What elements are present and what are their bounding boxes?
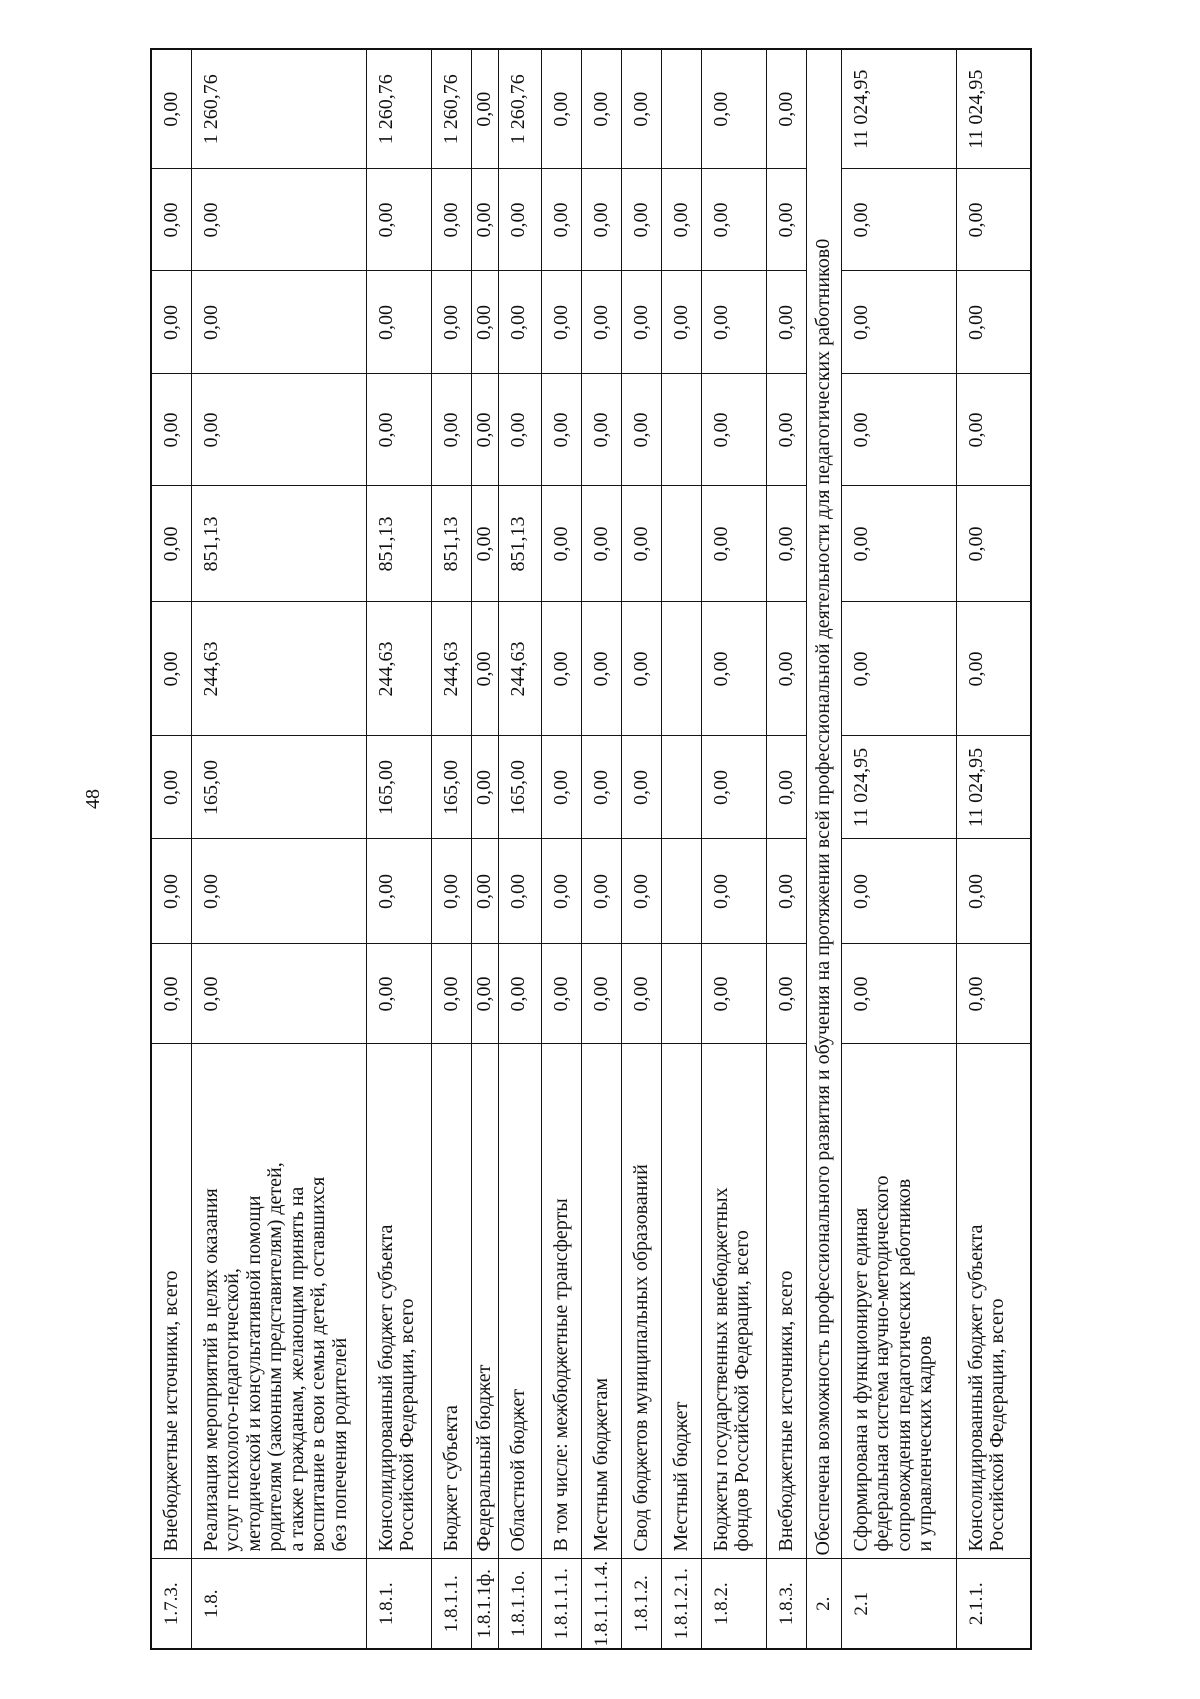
value-cell <box>661 736 701 839</box>
value-cell: 0,00 <box>621 486 661 602</box>
value-cell: 0,00 <box>151 944 191 1044</box>
value-cell: 0,00 <box>541 169 581 271</box>
value-cell: 0,00 <box>621 271 661 374</box>
table-row <box>956 49 1031 1649</box>
row-name-cell: Местным бюджетам <box>581 1044 621 1559</box>
value-cell: 244,63 <box>366 602 431 736</box>
value-cell: 0,00 <box>701 374 766 486</box>
value-cell: 0,00 <box>366 169 431 271</box>
total-value-cell: 11 024,95 <box>956 49 1031 169</box>
row-name-cell: Бюджеты государственных внебюджетных фондов Российской Федерации, всего <box>701 1044 766 1559</box>
value-cell: 851,13 <box>366 486 431 602</box>
value-cell: 0,00 <box>151 486 191 602</box>
row-name-cell: Свод бюджетов муниципальных образований <box>621 1044 661 1559</box>
row-number-cell: 1.8.1.1.1. <box>541 1559 581 1649</box>
value-cell: 0,00 <box>151 169 191 271</box>
value-cell: 0,00 <box>956 602 1031 736</box>
value-cell: 0,00 <box>431 271 471 374</box>
value-cell: 0,00 <box>431 839 471 944</box>
total-value-cell: 1 260,76 <box>366 49 431 169</box>
value-cell: 0,00 <box>581 271 621 374</box>
total-value-cell: 1 260,76 <box>191 49 366 169</box>
value-cell: 0,00 <box>471 839 498 944</box>
table-row <box>498 49 541 1649</box>
value-cell: 0,00 <box>581 736 621 839</box>
value-cell: 0,00 <box>766 169 806 271</box>
value-cell: 0,00 <box>581 169 621 271</box>
value-cell: 0,00 <box>701 169 766 271</box>
total-value-cell: 1 260,76 <box>431 49 471 169</box>
value-cell: 0,00 <box>431 169 471 271</box>
value-cell: 0,00 <box>541 374 581 486</box>
row-number-cell: 1.8.1.1о. <box>498 1559 541 1649</box>
budget-table <box>150 48 1032 1650</box>
value-cell: 0,00 <box>191 944 366 1044</box>
value-cell: 0,00 <box>701 839 766 944</box>
value-cell: 0,00 <box>621 374 661 486</box>
value-cell <box>661 602 701 736</box>
row-number-cell: 1.8.1.1.1.4. <box>581 1559 621 1649</box>
value-cell: 11 024,95 <box>956 736 1031 839</box>
value-cell: 0,00 <box>841 944 956 1044</box>
value-cell: 165,00 <box>366 736 431 839</box>
value-cell: 0,00 <box>841 486 956 602</box>
value-cell: 244,63 <box>498 602 541 736</box>
table-row <box>191 49 366 1649</box>
row-name-cell: Реализация мероприятий в целях оказания услуг психолого-педагогической, методической и консультативной помощи родителям (законным представителям) детей, а также гражданам, желающим принять на воспитание в свои семьи детей, оставшихся без попечения родителей <box>191 1044 366 1559</box>
value-cell: 0,00 <box>471 271 498 374</box>
value-cell: 0,00 <box>766 736 806 839</box>
row-number-cell: 1.8.1.1. <box>431 1559 471 1649</box>
value-cell: 0,00 <box>956 944 1031 1044</box>
row-number-cell: 1.8.1.2.1. <box>661 1559 701 1649</box>
table-row <box>471 49 498 1649</box>
section-row <box>806 49 841 1649</box>
value-cell <box>661 486 701 602</box>
value-cell: 0,00 <box>621 736 661 839</box>
value-cell: 0,00 <box>498 839 541 944</box>
value-cell: 0,00 <box>366 839 431 944</box>
total-value-cell: 0,00 <box>621 49 661 169</box>
row-name-cell: Внебюджетные источники, всего <box>766 1044 806 1559</box>
value-cell: 0,00 <box>581 486 621 602</box>
row-number-cell: 1.8.2. <box>701 1559 766 1649</box>
value-cell: 0,00 <box>766 839 806 944</box>
value-cell: 851,13 <box>498 486 541 602</box>
value-cell: 244,63 <box>431 602 471 736</box>
value-cell: 0,00 <box>956 169 1031 271</box>
total-value-cell: 0,00 <box>581 49 621 169</box>
table-row <box>766 49 806 1649</box>
row-name-cell: Сформирована и функционирует единая федеральная система научно-методического сопровождения педагогических работников и управленческих кадров <box>841 1044 956 1559</box>
value-cell: 0,00 <box>191 271 366 374</box>
row-number-cell: 1.8.3. <box>766 1559 806 1649</box>
total-value-cell: 0,00 <box>766 49 806 169</box>
total-value-cell: 0,00 <box>471 49 498 169</box>
table-row <box>151 49 191 1649</box>
value-cell: 0,00 <box>471 374 498 486</box>
value-cell: 0,00 <box>701 736 766 839</box>
value-cell <box>661 839 701 944</box>
value-cell: 0,00 <box>366 374 431 486</box>
row-name-cell: Консолидированный бюджет субъекта Российской Федерации, всего <box>956 1044 1031 1559</box>
value-cell: 851,13 <box>431 486 471 602</box>
value-cell: 165,00 <box>191 736 366 839</box>
value-cell: 0,00 <box>841 374 956 486</box>
value-cell: 0,00 <box>191 169 366 271</box>
value-cell: 0,00 <box>541 271 581 374</box>
row-number-cell: 1.7.3. <box>151 1559 191 1649</box>
table-row <box>701 49 766 1649</box>
table-body <box>151 49 1031 1649</box>
value-cell: 0,00 <box>191 374 366 486</box>
table-row <box>366 49 431 1649</box>
row-number-cell: 2. <box>806 1559 841 1649</box>
value-cell: 0,00 <box>151 736 191 839</box>
value-cell: 0,00 <box>471 944 498 1044</box>
table-row <box>541 49 581 1649</box>
value-cell: 0,00 <box>151 839 191 944</box>
value-cell: 0,00 <box>191 839 366 944</box>
table-row <box>841 49 956 1649</box>
value-cell: 0,00 <box>471 602 498 736</box>
value-cell: 0,00 <box>498 374 541 486</box>
row-name-cell: Областной бюджет <box>498 1044 541 1559</box>
value-cell: 0,00 <box>701 944 766 1044</box>
row-name-cell: Внебюджетные источники, всего <box>151 1044 191 1559</box>
value-cell: 0,00 <box>581 944 621 1044</box>
value-cell: 244,63 <box>191 602 366 736</box>
value-cell: 0,00 <box>621 944 661 1044</box>
value-cell: 851,13 <box>191 486 366 602</box>
value-cell: 0,00 <box>661 271 701 374</box>
value-cell: 0,00 <box>581 602 621 736</box>
value-cell: 0,00 <box>581 839 621 944</box>
row-number-cell: 1.8.1.2. <box>621 1559 661 1649</box>
value-cell: 0,00 <box>498 944 541 1044</box>
value-cell: 0,00 <box>498 169 541 271</box>
value-cell: 0,00 <box>621 602 661 736</box>
value-cell: 0,00 <box>841 169 956 271</box>
row-number-cell: 1.8.1.1ф. <box>471 1559 498 1649</box>
value-cell: 165,00 <box>498 736 541 839</box>
value-cell: 0,00 <box>581 374 621 486</box>
value-cell: 0,00 <box>151 602 191 736</box>
table-row <box>431 49 471 1649</box>
value-cell: 0,00 <box>541 486 581 602</box>
total-value-cell: 0,00 <box>541 49 581 169</box>
row-number-cell: 1.8. <box>191 1559 366 1649</box>
value-cell: 165,00 <box>431 736 471 839</box>
value-cell <box>661 944 701 1044</box>
row-name-cell: Местный бюджет <box>661 1044 701 1559</box>
value-cell: 0,00 <box>541 602 581 736</box>
value-cell: 0,00 <box>766 271 806 374</box>
value-cell: 0,00 <box>956 486 1031 602</box>
value-cell: 0,00 <box>471 736 498 839</box>
value-cell <box>661 374 701 486</box>
value-cell: 0,00 <box>621 169 661 271</box>
value-cell: 0,00 <box>701 271 766 374</box>
value-cell: 0,00 <box>841 271 956 374</box>
value-cell: 0,00 <box>471 169 498 271</box>
value-cell: 0,00 <box>766 374 806 486</box>
total-value-cell: 11 024,95 <box>841 49 956 169</box>
value-cell: 0,00 <box>701 486 766 602</box>
value-cell: 11 024,95 <box>841 736 956 839</box>
table-row <box>581 49 621 1649</box>
value-cell: 0,00 <box>541 839 581 944</box>
value-cell: 0,00 <box>956 271 1031 374</box>
value-cell: 0,00 <box>431 374 471 486</box>
row-number-cell: 2.1 <box>841 1559 956 1649</box>
value-cell: 0,00 <box>621 839 661 944</box>
value-cell: 0,00 <box>766 602 806 736</box>
value-cell: 0,00 <box>841 839 956 944</box>
value-cell: 0,00 <box>366 271 431 374</box>
value-cell: 0,00 <box>661 169 701 271</box>
row-name-cell: Бюджет субъекта <box>431 1044 471 1559</box>
total-value-cell: 1 260,76 <box>498 49 541 169</box>
row-number-cell: 1.8.1. <box>366 1559 431 1649</box>
value-cell: 0,00 <box>541 944 581 1044</box>
value-cell: 0,00 <box>431 944 471 1044</box>
row-name-cell: В том числе: межбюджетные трансферты <box>541 1044 581 1559</box>
value-cell: 0,00 <box>956 374 1031 486</box>
section-title-cell: Обеспечена возможность профессионального развития и обучения на протяжении всей профессиональной деятельности для педагогических работников0 <box>806 49 841 1559</box>
page-number: 48 <box>82 789 104 809</box>
total-value-cell: 0,00 <box>151 49 191 169</box>
value-cell: 0,00 <box>498 271 541 374</box>
table-row <box>661 49 701 1649</box>
row-name-cell: Федеральный бюджет <box>471 1044 498 1559</box>
value-cell: 0,00 <box>366 944 431 1044</box>
row-name-cell: Консолидированный бюджет субъекта Российской Федерации, всего <box>366 1044 431 1559</box>
table-row <box>621 49 661 1649</box>
value-cell: 0,00 <box>841 602 956 736</box>
value-cell: 0,00 <box>766 486 806 602</box>
total-value-cell <box>661 49 701 169</box>
value-cell: 0,00 <box>151 374 191 486</box>
value-cell: 0,00 <box>541 736 581 839</box>
value-cell: 0,00 <box>471 486 498 602</box>
value-cell: 0,00 <box>701 602 766 736</box>
value-cell: 0,00 <box>151 271 191 374</box>
total-value-cell: 0,00 <box>701 49 766 169</box>
value-cell: 0,00 <box>956 839 1031 944</box>
row-number-cell: 2.1.1. <box>956 1559 1031 1649</box>
value-cell: 0,00 <box>766 944 806 1044</box>
